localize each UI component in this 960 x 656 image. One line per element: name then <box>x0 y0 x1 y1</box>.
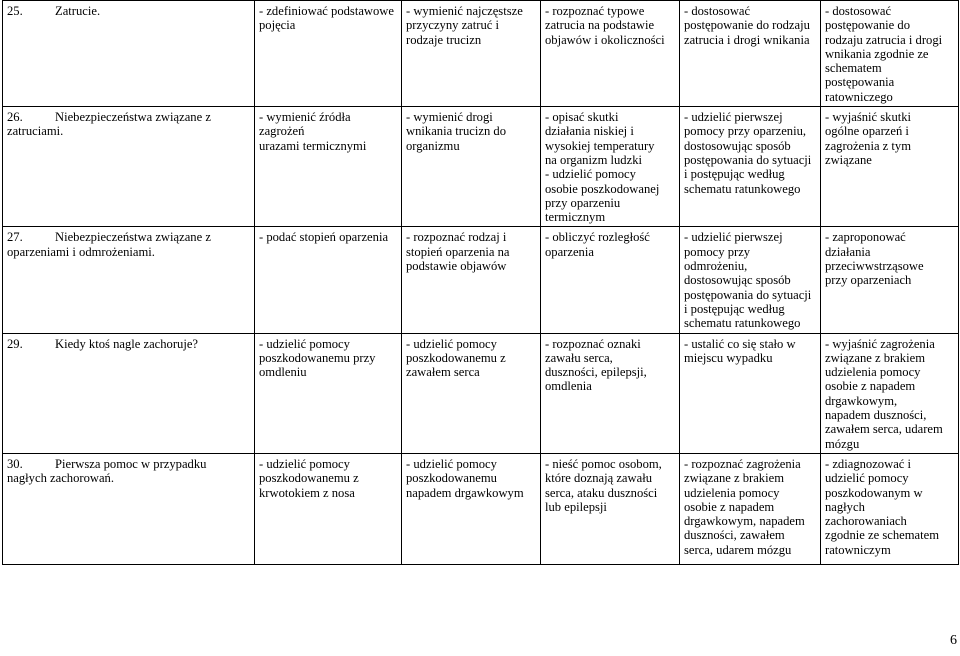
requirement-extended: - wymienić drogi wnikania trucizn do organizmu <box>402 107 541 227</box>
topic-number: 25. <box>7 4 23 18</box>
requirement-basic: - podać stopień oparzenia <box>255 227 402 333</box>
table-row <box>3 227 959 333</box>
curriculum-table <box>2 0 959 565</box>
table-row <box>3 1 959 107</box>
requirement-complete: - opisać skutki działania niskiej i wysokiej temperatury na organizm ludzki - udzielić pomocy osobie poszkodowanej przy oparzeniu termicznym <box>541 107 680 227</box>
topic-number: 26. <box>7 110 23 125</box>
topic-number: 30. <box>7 456 23 471</box>
requirement-advanced: - udzielić pierwszej pomocy przy oparzeniu, dostosowując sposób postępowania do sytuacji i postępując według schematu ratunkowego <box>680 107 821 227</box>
curriculum-page <box>2 0 958 557</box>
topic-title: Niebezpieczeństwa związane z oparzeniami i odmrożeniami. <box>7 230 211 259</box>
requirement-extended: - udzielić pomocy poszkodowanemu napadem drgawkowym <box>402 453 541 564</box>
requirement-expert: - zdiagnozować i udzielić pomocy poszkodowanym w nagłych zachorowaniach zgodnie ze schematem ratowniczym <box>821 453 959 564</box>
topic-title: Kiedy ktoś nagle zachoruje? <box>55 336 199 351</box>
requirement-extended: - wymienić najczęstsze przyczyny zatruć i rodzaje trucizn <box>402 1 541 107</box>
requirement-advanced: - dostosować postępowanie do rodzaju zatrucia i drogi wnikania <box>680 1 821 107</box>
requirement-expert: - wyjaśnić zagrożenia związane z brakiem udzielenia pomocy osobie z napadem drgawkowym, napadem duszności, zawałem serca, udarem mózgu <box>821 333 959 453</box>
topic-cell <box>3 1 255 107</box>
table-row <box>3 453 959 564</box>
topic-cell <box>3 227 255 333</box>
topic-title: Niebezpieczeństwa związane z zatruciami. <box>7 110 211 139</box>
requirement-expert: - wyjaśnić skutki ogólne oparzeń i zagrożenia z tym związane <box>821 107 959 227</box>
topic-number: 29. <box>7 336 23 351</box>
requirement-advanced: - udzielić pierwszej pomocy przy odmrożeniu, dostosowując sposób postępowania do sytuacji i postępując według schematu ratunkowego <box>680 227 821 333</box>
topic-title: Zatrucie. <box>55 4 101 18</box>
requirement-advanced: - rozpoznać zagrożenia związane z brakiem udzielenia pomocy osobie z napadem drgawkowym, napadem duszności, zawałem serca, udarem mózgu <box>680 453 821 564</box>
requirement-complete: - rozpoznać typowe zatrucia na podstawie objawów i okoliczności <box>541 1 680 107</box>
requirement-complete: - rozpoznać oznaki zawału serca, duszności, epilepsji, omdlenia <box>541 333 680 453</box>
requirement-extended: - udzielić pomocy poszkodowanemu z zawałem serca <box>402 333 541 453</box>
requirement-complete: - nieść pomoc osobom, które doznają zawału serca, ataku duszności lub epilepsji <box>541 453 680 564</box>
topic-number: 27. <box>7 230 23 245</box>
requirement-extended: - rozpoznać rodzaj i stopień oparzenia na podstawie objawów <box>402 227 541 333</box>
requirement-basic: - udzielić pomocy poszkodowanemu przy omdleniu <box>255 333 402 453</box>
topic-cell <box>3 107 255 227</box>
requirement-basic: - wymienić źródła zagrożeń urazami termicznymi <box>255 107 402 227</box>
topic-title: Pierwsza pomoc w przypadku nagłych zachorowań. <box>7 456 207 486</box>
table-row <box>3 107 959 227</box>
page-number: 6 <box>950 633 957 648</box>
requirement-basic: - udzielić pomocy poszkodowanemu z krwotokiem z nosa <box>255 453 402 564</box>
requirement-expert: - dostosować postępowanie do rodzaju zatrucia i drogi wnikania zgodnie ze schematem postępowania ratowniczego <box>821 1 959 107</box>
topic-cell <box>3 333 255 453</box>
requirement-advanced: - ustalić co się stało w miejscu wypadku <box>680 333 821 453</box>
topic-cell <box>3 453 255 564</box>
requirement-expert: - zaproponować działania przeciwwstrząsowe przy oparzeniach <box>821 227 959 333</box>
requirement-basic: - zdefiniować podstawowe pojęcia <box>255 1 402 107</box>
requirement-complete: - obliczyć rozległość oparzenia <box>541 227 680 333</box>
table-row <box>3 333 959 453</box>
